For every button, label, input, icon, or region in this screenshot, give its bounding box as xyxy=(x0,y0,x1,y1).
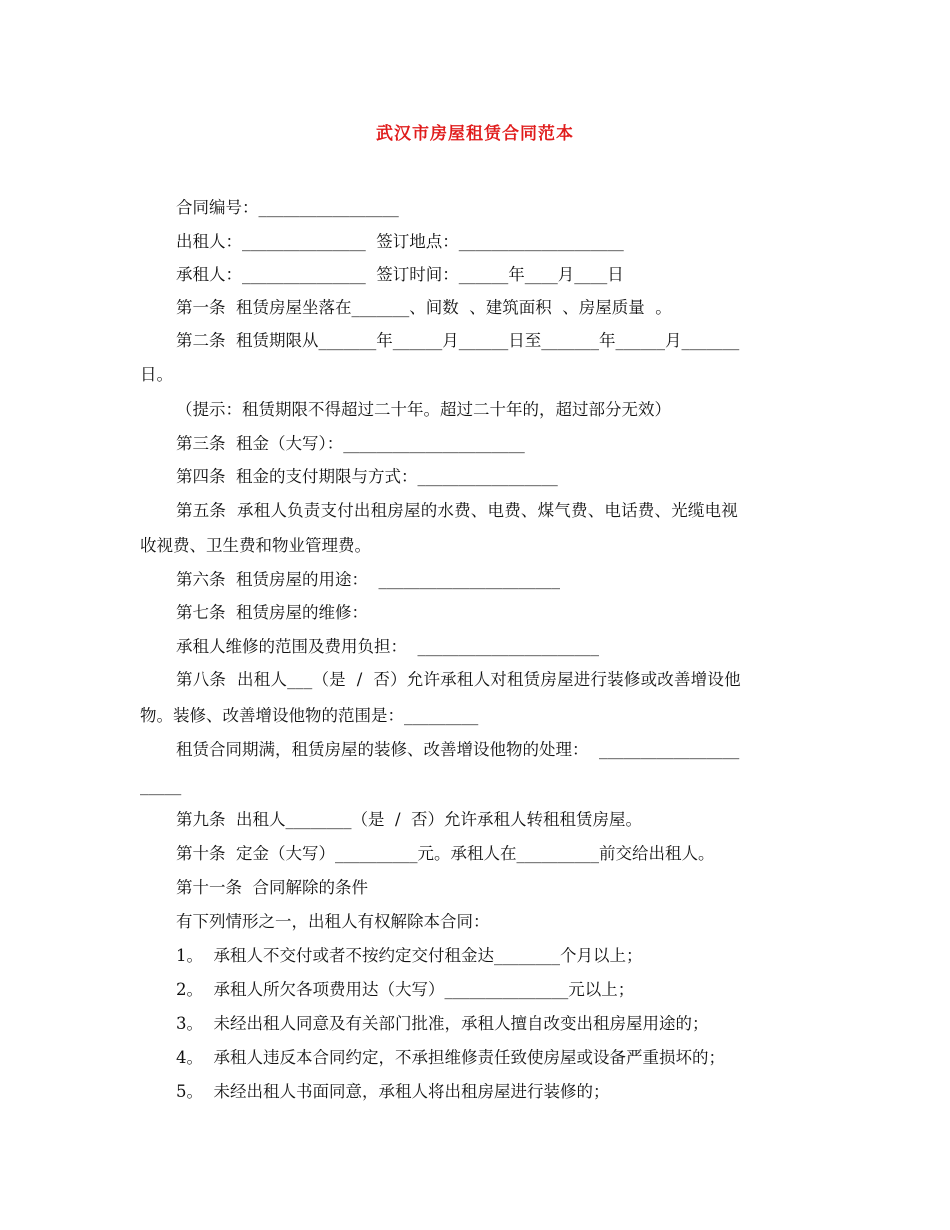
clause-3-line: 第三条 租金（大写）：______________________ xyxy=(176,434,525,453)
repair-scope-line: 承租人维修的范围及费用负担： ______________________ xyxy=(176,637,599,656)
clause-2-line: 第二条 租赁期限从_______年______月______日至_______年______月_______ xyxy=(176,331,740,350)
clause-7-line: 第七条 租赁房屋的维修： xyxy=(176,603,368,622)
clause-6-line: 第六条 租赁房屋的用途： ______________________ xyxy=(176,570,560,589)
document-title: 武汉市房屋租赁合同范本 xyxy=(376,124,574,144)
clause-8-continuation: 物。装修、改善增设他物的范围是：_________ xyxy=(140,706,479,725)
clause-8-line: 第八条 出租人___（是 / 否）允许承租人对租赁房屋进行装修或改善增设他 xyxy=(176,670,741,689)
termination-item-5: 5。 未经出租人书面同意，承租人将出租房屋进行装修的； xyxy=(176,1082,610,1101)
clause-5-line: 第五条 承租人负责支付出租房屋的水费、电费、煤气费、电话费、光缆电视 xyxy=(176,501,738,520)
clause-4-line: 第四条 租金的支付期限与方式：_________________ xyxy=(176,467,558,486)
termination-item-1: 1。 承租人不交付或者不按约定交付租金达________个月以上； xyxy=(176,946,643,965)
lease-expiry-line: 租赁合同期满，租赁房屋的装修、改善增设他物的处理： _________________ xyxy=(176,740,740,759)
lessee-line: 承租人：_______________ 签订时间：______年____月____日 xyxy=(176,265,624,284)
termination-item-2: 2。 承租人所欠各项费用达（大写）_______________元以上； xyxy=(176,980,635,999)
lease-term-hint: （提示：租赁期限不得超过二十年。超过二十年的，超过部分无效） xyxy=(176,400,671,419)
clause-10-line: 第十条 定金（大写）__________元。承租人在__________前交给出租人。 xyxy=(176,844,715,863)
lease-expiry-continuation: _____ xyxy=(140,776,182,795)
termination-item-3: 3。 未经出租人同意及有关部门批准，承租人擅自改变出租房屋用途的； xyxy=(176,1014,709,1033)
termination-item-4: 4。 承租人违反本合同约定，不承担维修责任致使房屋或设备严重损坏的； xyxy=(176,1048,725,1067)
termination-intro-line: 有下列情形之一，出租人有权解除本合同： xyxy=(176,912,490,931)
clause-11-line: 第十一条 合同解除的条件 xyxy=(176,878,368,897)
clause-5-continuation: 收视费、卫生费和物业管理费。 xyxy=(140,536,371,555)
contract-number-line: 合同编号：_________________ xyxy=(176,198,399,217)
lessor-line: 出租人：_______________ 签订地点：____________________ xyxy=(176,232,624,251)
clause-2-continuation: 日。 xyxy=(140,365,173,384)
clause-1-line: 第一条 租赁房屋坐落在_______、间数 、建筑面积 、房屋质量 。 xyxy=(176,298,672,317)
clause-9-line: 第九条 出租人________（是 / 否）允许承租人转租租赁房屋。 xyxy=(176,810,643,829)
